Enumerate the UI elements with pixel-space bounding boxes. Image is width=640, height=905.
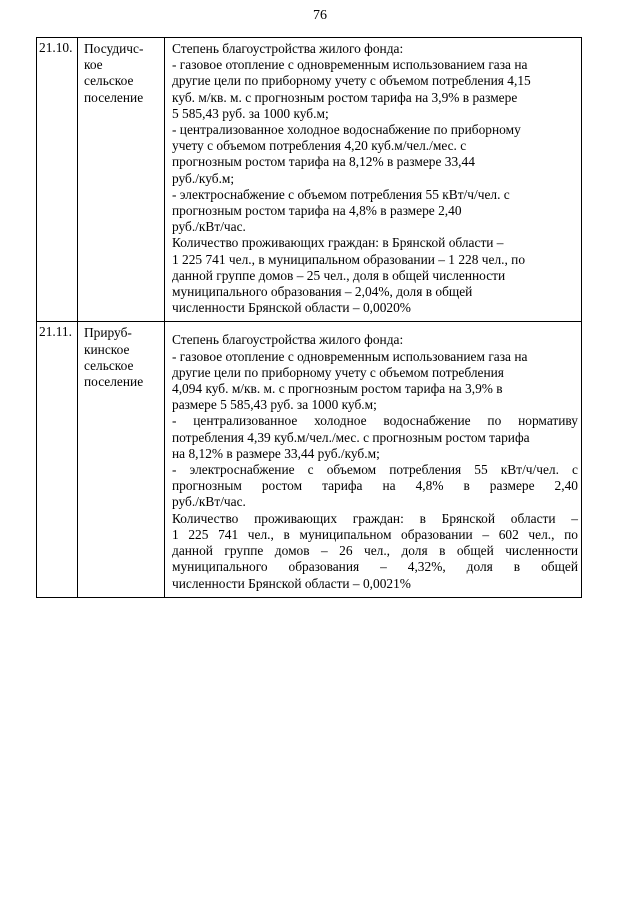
settlement-name-line: Посудичс- <box>84 41 144 56</box>
description-line: численности Брянской области – 0,0020% <box>172 300 411 316</box>
description-line: Степень благоустройства жилого фонда: <box>172 332 404 348</box>
table-row <box>37 322 582 597</box>
row-number: 21.10. <box>37 38 78 322</box>
description-line: на 8,12% в размере 33,44 руб./куб.м; <box>172 445 380 461</box>
row-number: 21.11. <box>37 322 78 597</box>
description-line: другие цели по приборному учету с объемом потребления <box>172 364 504 380</box>
housing-description <box>165 38 582 322</box>
description-line: данной группе домов – 25 чел., доля в общей численности <box>172 267 506 283</box>
description-line: прогнозным ростом тарифа на 4,8% в размере 2,40 <box>172 478 578 494</box>
description-line: 4,094 куб. м/кв. м. с прогнозным ростом тарифа на 3,9% в <box>172 381 503 397</box>
description-line: другие цели по приборному учету с объемом потребления 4,15 <box>172 73 531 89</box>
description-line: численности Брянской области – 0,0021% <box>172 575 411 591</box>
description-line: прогнозным ростом тарифа на 8,12% в размере 33,44 <box>172 154 475 170</box>
description-line: 5 585,43 руб. за 1000 куб.м; <box>172 105 329 121</box>
settlement-name-line: сельское <box>84 73 134 89</box>
description-line: 1 225 741 чел., в муниципальном образовании – 1 228 чел., по <box>172 251 526 267</box>
description-line: прогнозным ростом тарифа на 4,8% в размере 2,40 <box>172 203 462 219</box>
cell-top-spacing <box>172 325 578 332</box>
description-line: - централизованное холодное водоснабжение по нормативу <box>172 413 578 429</box>
description-line: 1 225 741 чел., в муниципальном образовании – 602 чел., по <box>172 526 578 542</box>
description-line: учету с объемом потребления 4,20 куб.м/чел./мес. с <box>172 138 467 154</box>
description-line: муниципального образования – 4,32%, доля в общей <box>172 559 578 575</box>
description-line: куб. м/кв. м. с прогнозным ростом тарифа на 3,9% в размере <box>172 89 518 105</box>
description-line: - электроснабжение с объемом потребления 55 кВт/ч/чел. с <box>172 186 510 202</box>
description-line: размере 5 585,43 руб. за 1000 куб.м; <box>172 397 377 413</box>
description-line: - газовое отопление с одновременным использованием газа на <box>172 348 528 364</box>
housing-description <box>165 322 582 597</box>
settlement-name-line: кинское <box>84 341 130 357</box>
description-line: Количество проживающих граждан: в Брянской области – <box>172 235 504 251</box>
table-row <box>37 38 582 322</box>
settlement-name <box>78 322 165 597</box>
settlement-name-line: сельское <box>84 357 134 373</box>
description-line: Степень благоустройства жилого фонда: <box>172 41 404 56</box>
settlement-name <box>78 38 165 322</box>
description-line: руб./кВт/час. <box>172 494 246 510</box>
description-line: - электроснабжение с объемом потребления 55 кВт/ч/чел. с <box>172 462 578 478</box>
description-line: руб./куб.м; <box>172 170 235 186</box>
settlement-name-line: поселение <box>84 374 144 390</box>
description-line: муниципального образования – 2,04%, доля в общей <box>172 284 473 300</box>
description-line: потребления 4,39 куб.м/чел./мес. с прогнозным ростом тарифа <box>172 429 530 445</box>
description-line: данной группе домов – 26 чел., доля в общей численности <box>172 543 578 559</box>
description-line: Количество проживающих граждан: в Брянской области – <box>172 510 578 526</box>
description-line: - централизованное холодное водоснабжение по приборному <box>172 122 521 138</box>
document-table <box>36 37 582 598</box>
settlement-name-line: Прируб- <box>84 325 132 341</box>
description-line: руб./кВт/час. <box>172 219 246 235</box>
settlement-name-line: кое <box>84 57 103 73</box>
page-number: 76 <box>313 8 327 23</box>
settlement-name-line: поселение <box>84 89 144 105</box>
description-line: - газовое отопление с одновременным использованием газа на <box>172 57 528 73</box>
